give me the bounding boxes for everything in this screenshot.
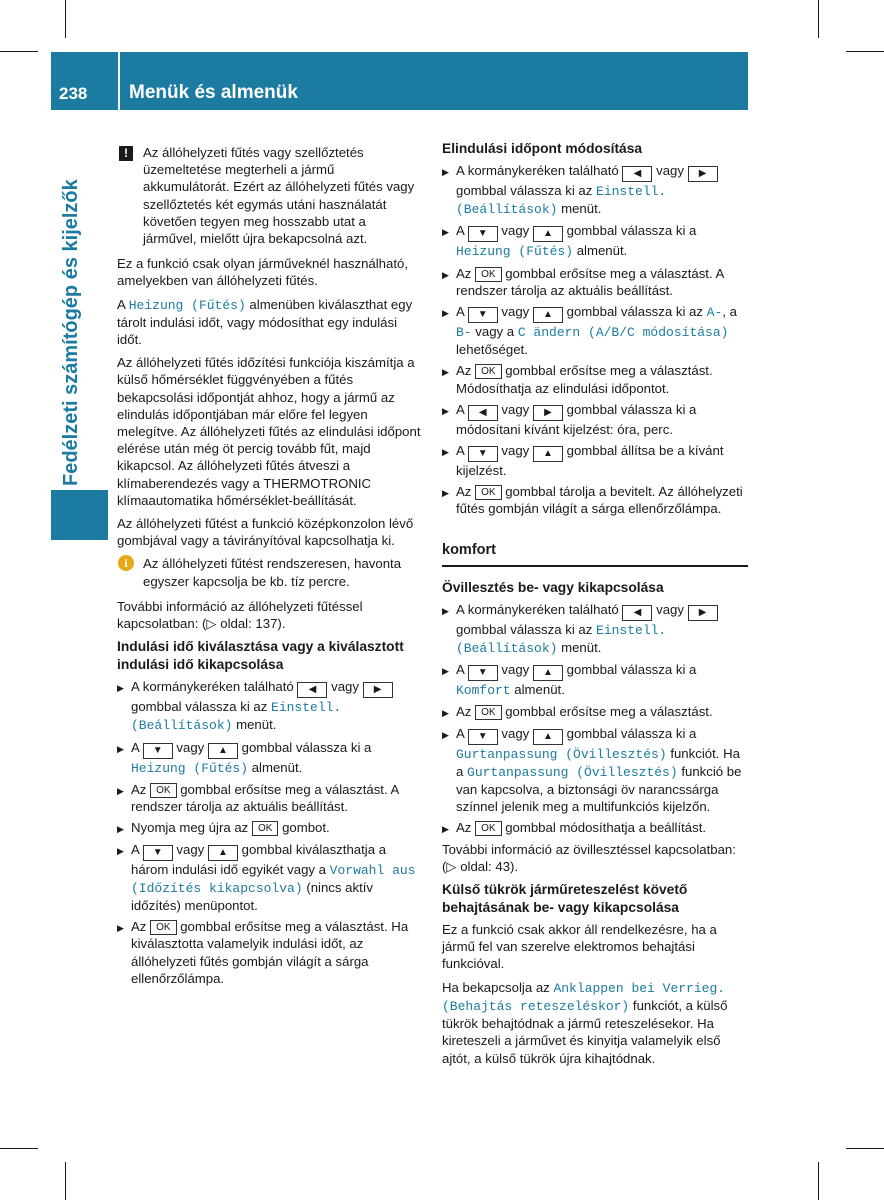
- ok-key-icon: OK: [475, 364, 501, 379]
- crop-mark: [65, 1162, 66, 1200]
- crop-mark: [846, 51, 884, 52]
- menu-code: C ändern (A/B/C módosítása): [517, 325, 729, 341]
- paragraph: Ez a funkció csak akkor áll rendelkezésre, ha a jármű fel van szerelve elektromos behajtási funkcióval.: [442, 922, 717, 972]
- menu-code: Einstell. (Beállítások): [456, 184, 667, 218]
- list-item: ▶ A ▼ vagy ▲ gombbal kiválaszthatja a három indulási idő egyikét vagy a Vorwahl aus (Időzítés kikapcsolva) (nincs aktív időzítés) menüpontot.: [117, 841, 423, 915]
- menu-code: Komfort: [456, 683, 511, 699]
- chapter-tab: [51, 490, 108, 540]
- paragraph: További információ az övillesztéssel kapcsolatban: (▷ oldal: 43).: [442, 841, 736, 874]
- list-item: ▶ A ◀ vagy ▶ gombbal válassza ki a módosítani kívánt kijelzést: óra, perc.: [442, 401, 748, 438]
- crop-mark: [818, 0, 819, 38]
- list-item: ▶ A ▼ vagy ▲ gombbal válassza ki az A-, a B- vagy a C ändern (A/B/C módosítása) lehetőséget.: [442, 303, 748, 358]
- menu-code: Heizung (Fűtés): [456, 244, 574, 260]
- up-arrow-key-icon: ▲: [533, 307, 563, 323]
- menu-code: Heizung (Fűtés): [131, 760, 249, 776]
- ok-key-icon: OK: [150, 783, 176, 798]
- warning-text: Az állóhelyzeti fűtés vagy szellőztetés üzemeltetése megterheli a jármű akkumulátorát. Ezért az állóhelyzeti fűtés vagy szellőztetés két egymás utáni használatát követően tegyen meg hosszabb utat a járművel, mielőtt újra bekapcsolná azt.: [143, 145, 415, 247]
- list-item: ▶ Az OK gombbal erősítse meg a választást.: [442, 703, 748, 720]
- ok-key-icon: OK: [150, 920, 176, 935]
- up-arrow-key-icon: ▲: [533, 226, 563, 242]
- info-text: Az állóhelyzeti fűtést rendszeresen, havonta egyszer kapcsolja be kb. tíz percre.: [143, 556, 402, 589]
- ok-key-icon: OK: [475, 821, 501, 836]
- right-arrow-key-icon: ▶: [688, 166, 718, 182]
- paragraph: Ez a funkció csak olyan járműveknél használható, amelyekben van állóhelyzeti fűtés.: [117, 256, 409, 289]
- ok-key-icon: OK: [475, 485, 501, 500]
- paragraph: A Heizung (Fűtés) almenüben kiválaszthat egy tárolt indulási időt, vagy módosíthat egy indulási időt.: [117, 296, 413, 348]
- list-item: ▶ A kormánykeréken található ◀ vagy ▶ gombbal válassza ki az Einstell. (Beállítások) menüt.: [442, 601, 748, 657]
- list-item: ▶ A kormánykeréken található ◀ vagy ▶ gombbal válassza ki az Einstell. (Beállítások) menüt.: [442, 162, 748, 218]
- up-arrow-key-icon: ▲: [533, 729, 563, 745]
- warning-icon: !: [119, 146, 133, 161]
- section-heading: Elindulási időpont módosítása: [442, 141, 643, 156]
- list-item: ▶ Az OK gombbal erősítse meg a választást. Módosíthatja az elindulási időpontot.: [442, 362, 748, 396]
- menu-code: Gurtanpassung (Övillesztés): [467, 764, 678, 780]
- down-arrow-key-icon: ▼: [143, 845, 173, 861]
- ok-key-icon: OK: [252, 821, 278, 836]
- section-heading: Indulási idő kiválasztása vagy a kiválasztott indulási idő kikapcsolása: [117, 639, 404, 673]
- menu-code: Heizung (Fűtés): [128, 297, 246, 313]
- list-item: ▶ Az OK gombbal erősítse meg a választást. A rendszer tárolja az aktuális beállítást.: [442, 265, 748, 299]
- left-arrow-key-icon: ◀: [468, 405, 498, 421]
- list-item: ▶ Az OK gombbal erősítse meg a választást. A rendszer tárolja az aktuális beállítást.: [117, 781, 423, 815]
- page-header: [51, 52, 748, 110]
- down-arrow-key-icon: ▼: [468, 446, 498, 462]
- paragraph: Az állóhelyzeti fűtést a funkció középkonzolon lévő gombjával vagy a távirányítóval kapcsolhatja ki.: [117, 516, 414, 549]
- menu-code: Einstell. (Beállítások): [131, 700, 342, 734]
- ok-key-icon: OK: [475, 705, 501, 720]
- list-item: ▶ Az OK gombbal tárolja a bevitelt. Az állóhelyzeti fűtés gombján világít a sárga ellenőrzőlámpa.: [442, 483, 748, 517]
- paragraph: Az állóhelyzeti fűtés időzítési funkciója kiszámítja a külső hőmérséklet függvényében a fűtés bekapcsolási időpontját ahhoz, hogy a jármű az elindulás időpontjában már előre fel legyen melegítve. Az állóhelyzeti fűtés az elindulási időpont elérése után még öt percig tovább fűt, majd kikapcsol. Az állóhelyzeti fűtés átveszi a klímaberendezés vagy a THERMOTRONIC klímaautomatika hőmérséklet-beállítását.: [117, 355, 421, 508]
- up-arrow-key-icon: ▲: [533, 446, 563, 462]
- menu-code: B-: [456, 325, 472, 341]
- up-arrow-key-icon: ▲: [208, 743, 238, 759]
- section-title: komfort: [442, 542, 748, 567]
- crop-mark: [846, 1148, 884, 1149]
- list-item: ▶ Az OK gombbal erősítse meg a választást. Ha kiválasztotta valamelyik indulási időt, az állóhelyzeti fűtés gombján világít a sárga ellenőrzőlámpa.: [117, 918, 423, 987]
- ok-key-icon: OK: [475, 267, 501, 282]
- warning-note: [117, 144, 423, 247]
- list-item: ▶ A kormánykeréken található ◀ vagy ▶ gombbal válassza ki az Einstell. (Beállítások) menüt.: [117, 678, 423, 734]
- right-arrow-key-icon: ▶: [363, 682, 393, 698]
- down-arrow-key-icon: ▼: [468, 307, 498, 323]
- menu-code: Einstell. (Beállítások): [456, 622, 667, 657]
- down-arrow-key-icon: ▼: [143, 743, 173, 759]
- menu-code: Anklappen bei Verrieg. (Behajtás reteszeléskor): [442, 980, 726, 1014]
- down-arrow-key-icon: ▼: [468, 665, 498, 681]
- crop-mark: [0, 51, 38, 52]
- left-arrow-key-icon: ◀: [622, 166, 652, 182]
- up-arrow-key-icon: ▲: [208, 845, 238, 861]
- list-item: ▶ A ▼ vagy ▲ gombbal válassza ki a Heizung (Fűtés) almenüt.: [117, 739, 423, 777]
- down-arrow-key-icon: ▼: [468, 226, 498, 242]
- list-item: ▶ A ▼ vagy ▲ gombbal válassza ki a Komfort almenüt.: [442, 661, 748, 699]
- page-number: 238: [59, 84, 88, 103]
- crop-mark: [65, 0, 66, 38]
- down-arrow-key-icon: ▼: [468, 729, 498, 745]
- info-icon: i: [118, 555, 134, 571]
- menu-code: A-: [706, 305, 723, 321]
- info-note: [117, 555, 423, 589]
- crop-mark: [818, 1162, 819, 1200]
- right-arrow-key-icon: ▶: [533, 405, 563, 421]
- menu-code: Gurtanpassung (Övillesztés): [456, 746, 667, 762]
- page-title: Menük és almenük: [129, 82, 298, 103]
- paragraph: További információ az állóhelyzeti fűtéssel kapcsolatban: (▷ oldal: 137).: [117, 598, 363, 632]
- paragraph: Ha bekapcsolja az Anklappen bei Verrieg. (Behajtás reteszeléskor) funkciót, a külső tükrök behajtódnak a jármű reteszelésekor. Ha kireteszeli a járművet és kinyitja valamelyik első ajtót, a külső tükrök újra kihajtódnak.: [442, 979, 728, 1066]
- right-column: [442, 140, 748, 1073]
- header-divider: [118, 52, 120, 110]
- list-item: ▶ A ▼ vagy ▲ gombbal válassza ki a Heizung (Fűtés) almenüt.: [442, 222, 748, 260]
- left-arrow-key-icon: ◀: [622, 605, 652, 621]
- up-arrow-key-icon: ▲: [533, 665, 563, 681]
- list-item: ▶ Nyomja meg újra az OK gombot.: [117, 819, 423, 836]
- section-heading: Külső tükrök járműreteszelést követő behajtásának be- vagy kikapcsolása: [442, 882, 688, 916]
- menu-code: Vorwahl aus (Időzítés kikapcsolva): [131, 862, 416, 896]
- list-item: ▶ Az OK gombbal módosíthatja a beállítást.: [442, 819, 748, 836]
- left-arrow-key-icon: ◀: [297, 682, 327, 698]
- list-item: ▶ A ▼ vagy ▲ gombbal állítsa be a kívánt kijelzést.: [442, 442, 748, 479]
- right-arrow-key-icon: ▶: [688, 605, 718, 621]
- chapter-label: Fedélzeti számítógép és kijelzők: [60, 179, 82, 486]
- crop-mark: [0, 1148, 38, 1149]
- list-item: ▶ A ▼ vagy ▲ gombbal válassza ki a Gurtanpassung (Övillesztés) funkciót. Ha a Gurtanpassung (Övillesztés) funkció be van kapcsolva, a biztonsági öv narancssárga színnel jelenik meg a multifunkciós kijelzőn.: [442, 725, 748, 816]
- section-heading: Övillesztés be- vagy kikapcsolása: [442, 579, 664, 595]
- left-column: [117, 144, 423, 991]
